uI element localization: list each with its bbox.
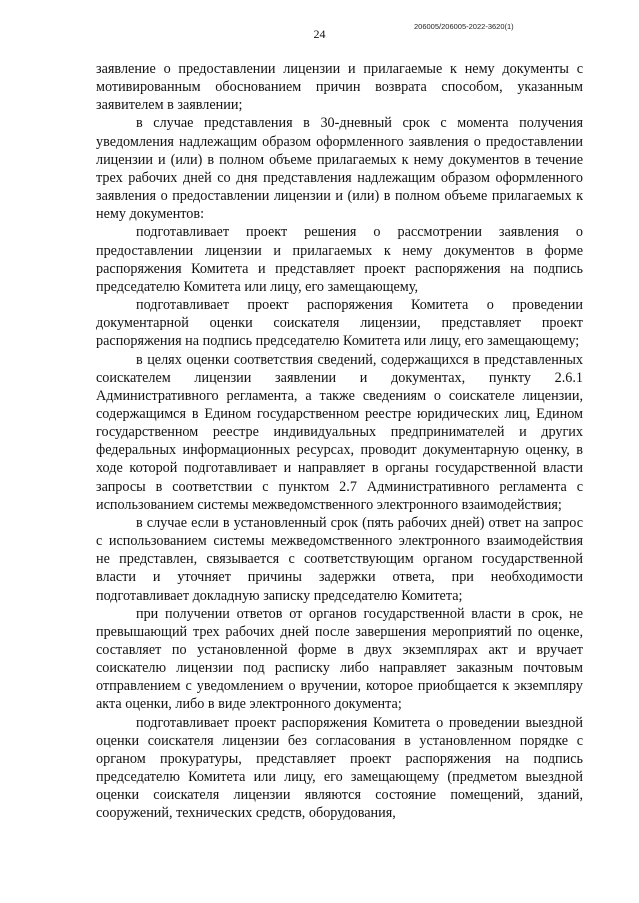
paragraph: в целях оценки соответствия сведений, содержащихся в представленных соискателем лицензии заявлении и документах, пункту 2.6.1 Административного регламента, а также сведениям о соискателе лицензии, содержащимся в Едином государственном реестре юридических лиц, Едином государственном реестре индивидуальных предпринимателей и других федеральных информационных ресурсах, проводит документарную оценку, в ходе которой подготавливает и направляет в органы государственной власти запросы в соответствии с пунктом 2.7 Административного регламента с использованием системы межведомственного электронного взаимодействия; — [96, 351, 583, 513]
document-code: 206005/206005-2022-3620(1) — [414, 22, 514, 31]
paragraph: подготавливает проект распоряжения Комитета о проведении выездной оценки соискателя лицензии без согласования в установленном порядке с органом прокуратуры, представляет проект распоряжения на подпись председателю Комитета или лицу, его замещающему (предметом выездной оценки соискателя лицензии являются состояние помещений, зданий, сооружений, технических средств, оборудования, — [96, 714, 583, 822]
paragraph: подготавливает проект решения о рассмотрении заявления о предоставлении лицензии и прилагаемых к нему документов в форме распоряжения Комитета и представляет проект распоряжения на подпись председателю Комитета или лицу, его замещающему, — [96, 224, 583, 295]
paragraph: заявление о предоставлении лицензии и прилагаемые к нему документы с мотивированным обоснованием причин возврата способом, указанным заявителем в заявлении; — [96, 61, 583, 114]
paragraph: в случае представления в 30-дневный срок с момента получения уведомления надлежащим образом оформленного заявления о предоставлении лицензии и (или) в полном объеме прилагаемых к нему документов в течение трех рабочих дней со дня представления надлежащим образом оформленного заявления о предоставлении лицензии и (или) в полном объеме прилагаемых к нему документов: — [96, 115, 583, 223]
paragraph: в случае если в установленный срок (пять рабочих дней) ответ на запрос с использованием системы межведомственного электронного взаимодействия не представлен, связывается с соответствующим органом государственной власти и уточняет причины задержки ответа, при необходимости подготавливает докладную записку председателю Комитета; — [96, 514, 583, 604]
document-body — [96, 60, 583, 823]
page-number: 24 — [313, 27, 326, 41]
paragraph: при получении ответов от органов государственной власти в срок, не превышающий трех рабочих дней после завершения мероприятий по оценке, составляет по установленной форме в двух экземплярах акт и вручает соискателю лицензии под расписку либо направляет заказным почтовым отправлением с уведомлением о вручении, которое приобщается к экземпляру акта оценки, либо в виде электронного документа; — [96, 605, 583, 713]
paragraph: подготавливает проект распоряжения Комитета о проведении документарной оценки соискателя лицензии, представляет проект распоряжения на подпись председателю Комитета или лицу, его замещающему; — [96, 297, 583, 350]
